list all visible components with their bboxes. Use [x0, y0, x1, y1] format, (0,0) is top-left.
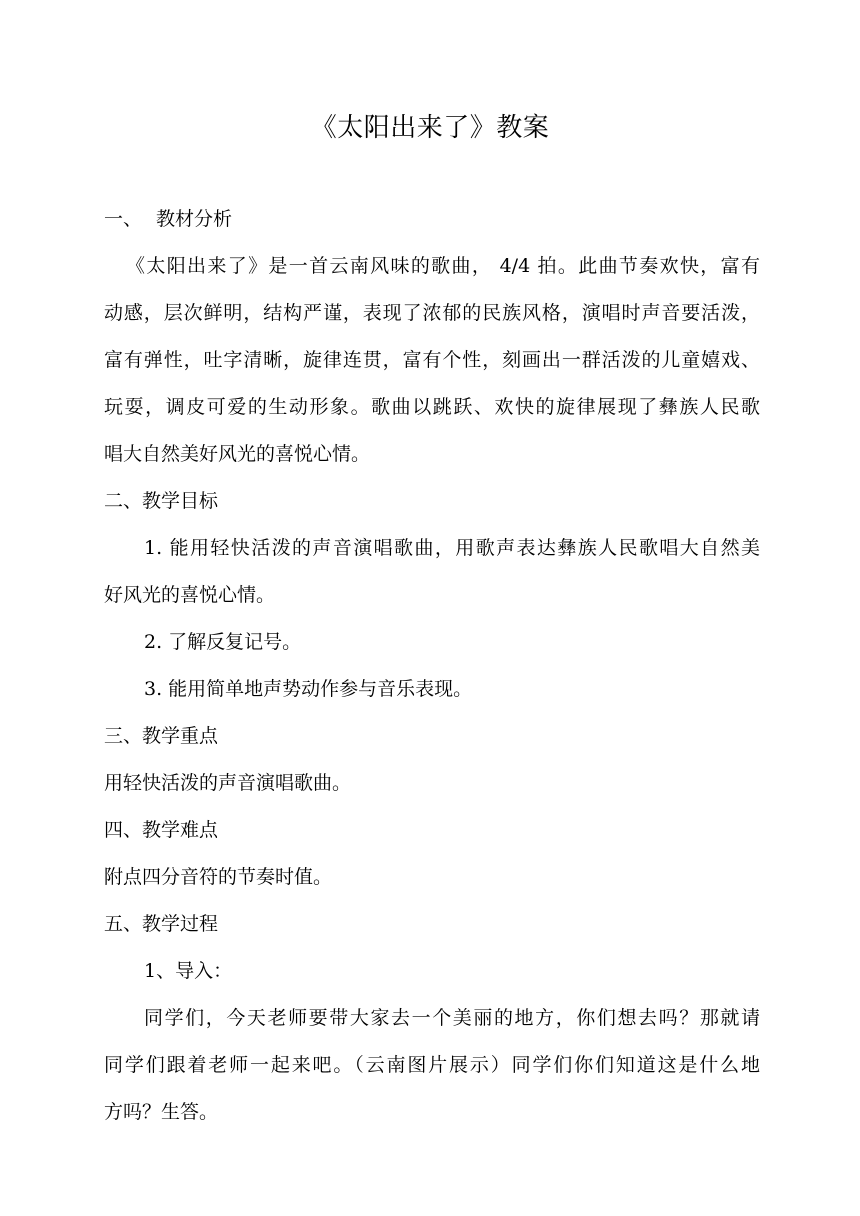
section-1-number: 一、 — [104, 208, 143, 230]
objective-item-1-line: 好风光的喜悦心情。 — [104, 584, 276, 606]
process-step-1: 1、导入： — [144, 960, 233, 982]
section-1-para-line: 唱大自然美好风光的喜悦心情。 — [104, 443, 371, 465]
objective-item-1-line: 1. 能用轻快活泼的声音演唱歌曲，用歌声表达彝族人民歌唱大自然美 — [144, 537, 760, 559]
document-title: 《太阳出来了》教案 — [310, 113, 550, 143]
section-5-para-line: 同学们，今天老师要带大家去一个美丽的地方，你们想去吗？那就请 — [144, 1007, 760, 1029]
section-1-para-line: 玩耍，调皮可爱的生动形象。歌曲以跳跃、欢快的旋律展现了彝族人民歌 — [104, 396, 760, 418]
section-5-para-line: 同学们跟着老师一起来吧。（云南图片展示）同学们你们知道这是什么地 — [104, 1054, 760, 1076]
section-4-text: 附点四分音符的节奏时值。 — [104, 866, 333, 888]
section-2-heading: 二、教学目标 — [104, 490, 219, 512]
section-3-heading: 三、教学重点 — [104, 725, 219, 747]
section-1-para-line: 富有弹性，吐字清晰，旋律连贯，富有个性，刻画出一群活泼的儿童嬉戏、 — [104, 349, 760, 371]
objective-item-3: 3. 能用简单地声势动作参与音乐表现。 — [144, 678, 473, 700]
section-4-heading: 四、教学难点 — [104, 819, 219, 841]
document-body — [104, 196, 760, 1136]
section-3-text: 用轻快活泼的声音演唱歌曲。 — [104, 772, 352, 794]
section-1-para-line: 动感，层次鲜明，结构严谨，表现了浓郁的民族风格，演唱时声音要活泼， — [104, 302, 760, 324]
objective-item-2: 2. 了解反复记号。 — [144, 631, 302, 653]
section-5-para-line: 方吗？生答。 — [104, 1101, 219, 1123]
section-5-heading: 五、教学过程 — [104, 913, 219, 935]
section-1-title: 教材分析 — [156, 208, 233, 230]
section-1-heading — [104, 196, 760, 243]
section-1-para-line: 《太阳出来了》是一首云南风味的歌曲， 4/4 拍。此曲节奏欢快，富有 — [126, 255, 760, 277]
